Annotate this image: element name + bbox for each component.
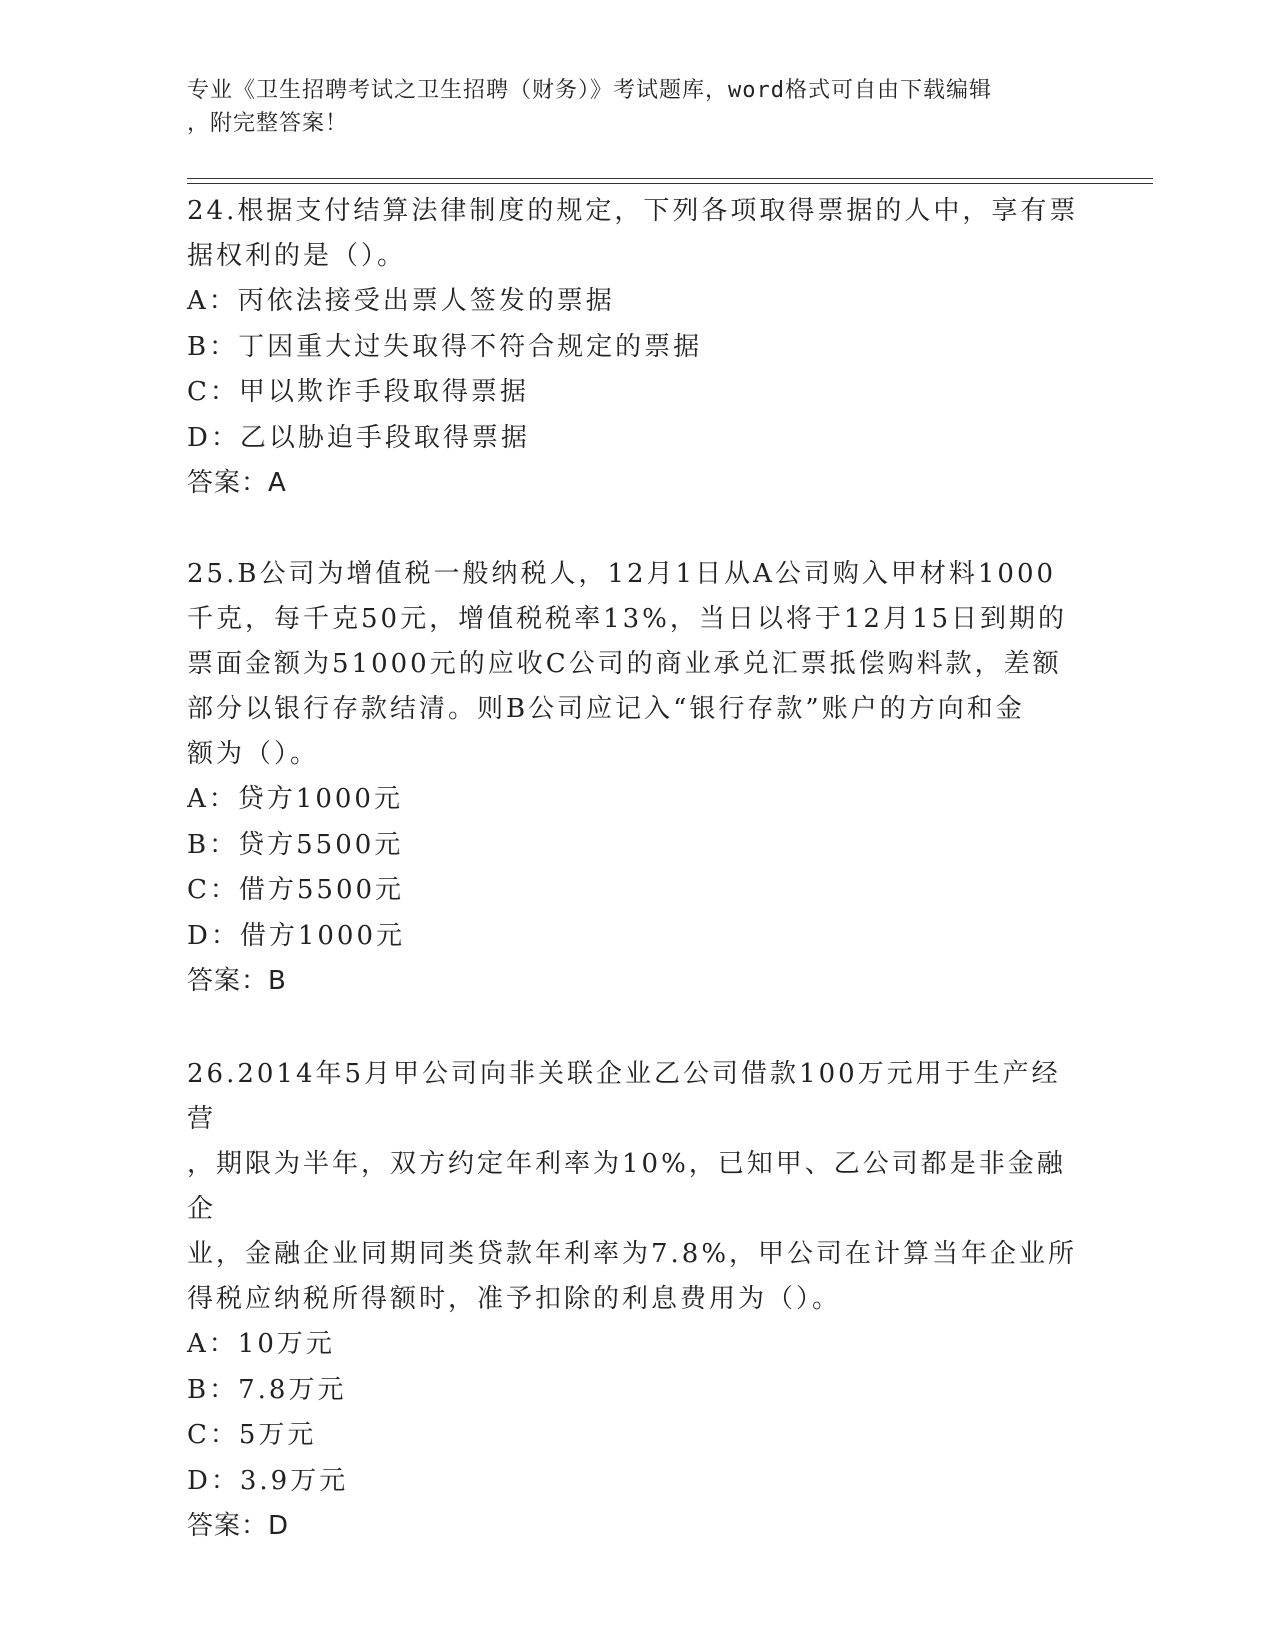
question-text-line: 部分以银行存款结清。则B公司应记入“银行存款”账户的方向和金 bbox=[187, 694, 1025, 724]
question-25 bbox=[187, 552, 1087, 1003]
option-a: A：丙依法接受出票人签发的票据 bbox=[187, 286, 615, 316]
question-text-line: ，期限为半年，双方约定年利率为10%，已知甲、乙公司都是非金融企 bbox=[187, 1149, 1066, 1224]
header-line-2: ，附完整答案！ bbox=[187, 111, 349, 136]
header-divider-bottom bbox=[187, 183, 1153, 184]
answer-line: 答案：D bbox=[187, 1511, 290, 1541]
question-text-line: 据权利的是（）。 bbox=[187, 241, 407, 271]
option-b: B：7.8万元 bbox=[187, 1374, 347, 1405]
question-text-line: 业，金融企业同期同类贷款年利率为7.8%，甲公司在计算当年企业所 bbox=[187, 1239, 1078, 1269]
answer-line: 答案：A bbox=[187, 468, 287, 498]
option-d: D：借方1000元 bbox=[187, 920, 406, 951]
option-b: B：贷方5500元 bbox=[187, 829, 404, 860]
question-text-line: 票面金额为51000元的应收C公司的商业承兑汇票抵偿购料款，差额 bbox=[187, 649, 1062, 679]
document-header bbox=[187, 74, 1067, 140]
question-text-line: 24.根据支付结算法律制度的规定，下列各项取得票据的人中，享有票 bbox=[187, 196, 1079, 226]
option-c: C：5万元 bbox=[187, 1420, 317, 1450]
header-line-1: 专业《卫生招聘考试之卫生招聘（财务）》考试题库，word格式可自由下载编辑 bbox=[187, 78, 992, 103]
question-24 bbox=[187, 189, 1087, 505]
option-a: A：10万元 bbox=[187, 1329, 335, 1359]
question-text-line: 26.2014年5月甲公司向非关联企业乙公司借款100万元用于生产经营 bbox=[187, 1059, 1061, 1134]
question-text-line: 25.B公司为增值税一般纳税人，12月1日从A公司购入甲材料1000 bbox=[187, 559, 1057, 589]
option-d: D：3.9万元 bbox=[187, 1465, 349, 1496]
question-26 bbox=[187, 1052, 1087, 1548]
header-divider-top bbox=[187, 178, 1153, 179]
question-text-line: 额为（）。 bbox=[187, 739, 320, 769]
option-c: C：借方5500元 bbox=[187, 875, 405, 905]
option-c: C：甲以欺诈手段取得票据 bbox=[187, 377, 529, 407]
answer-line: 答案：B bbox=[187, 966, 287, 996]
question-text-line: 千克，每千克50元，增值税税率13%，当日以将于12月15日到期的 bbox=[187, 604, 1068, 634]
option-a: A：贷方1000元 bbox=[187, 784, 403, 814]
question-text-line: 得税应纳税所得额时，准予扣除的利息费用为（）。 bbox=[187, 1284, 842, 1314]
option-b: B：丁因重大过失取得不符合规定的票据 bbox=[187, 331, 703, 362]
option-d: D：乙以胁迫手段取得票据 bbox=[187, 422, 530, 453]
